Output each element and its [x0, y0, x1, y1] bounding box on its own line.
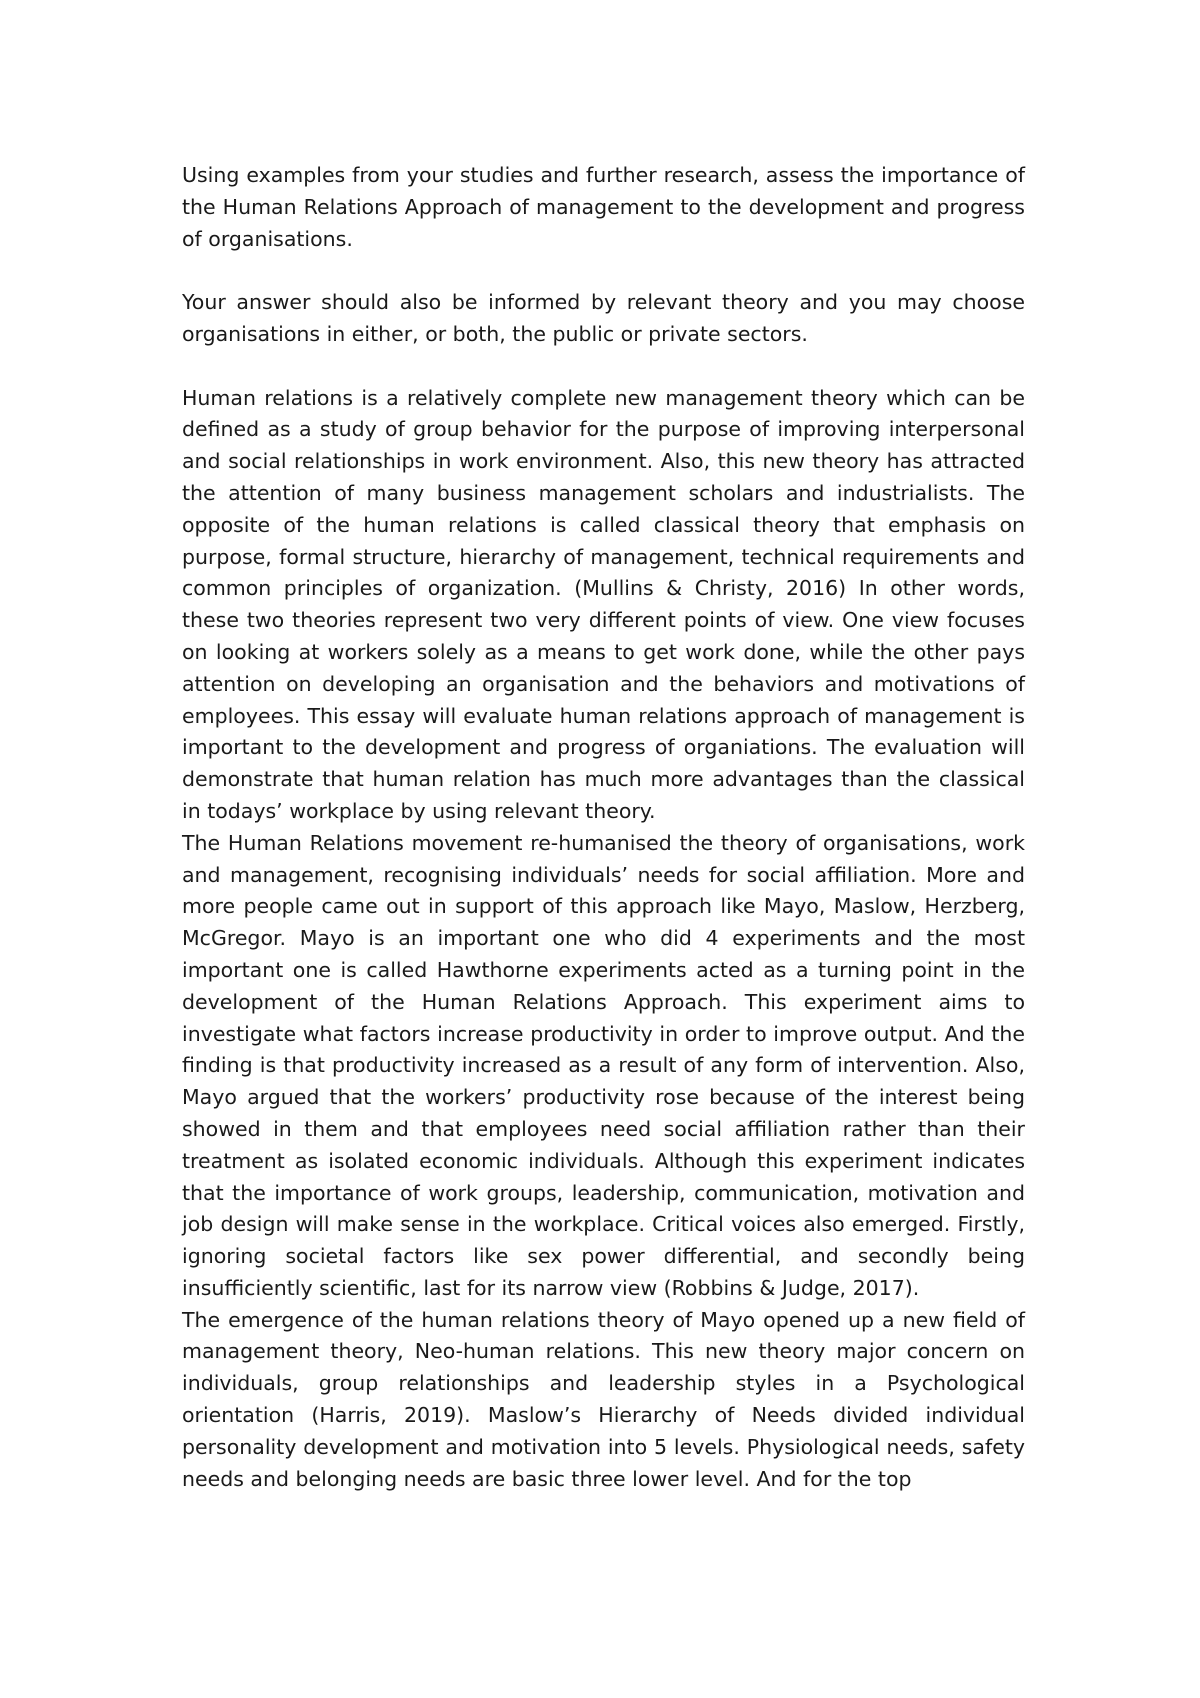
- essay-instruction: Your answer should also be informed by relevant theory and you may choose organisations in either, or both, the public or private sectors.: [182, 290, 1025, 346]
- essay-question: Using examples from your studies and further research, assess the importance of the Human Relations Approach of management to the development and progress of organisations.: [182, 163, 1025, 251]
- paragraph-human-relations-movement: The Human Relations movement re-humanised the theory of organisations, work and management, recognising individuals’ needs for social affiliation. More and more people came out in support of this approach like Mayo, Maslow, Herzberg, McGregor. Mayo is an important one who did 4 experiments and the most important one is called Hawthorne experiments acted as a turning point in the development of the Human Relations Approach. This experiment aims to investigate what factors increase productivity in order to improve output. And the finding is that productivity increased as a result of any form of intervention. Also, Mayo argued that the workers’ productivity rose because of the interest being showed in them and that employees need social affiliation rather than their treatment as isolated economic individuals. Although this experiment indicates that the importance of work groups, leadership, communication, motivation and job design will make sense in the workplace. Critical voices also emerged. Firstly, ignoring societal factors like sex power differential, and secondly being insufficiently scientific, last for its narrow view (Robbins & Judge, 2017).: [182, 830, 1025, 1300]
- document-body: [182, 160, 1025, 1495]
- paragraph-introduction: Human relations is a relatively complete new management theory which can be defined as a study of group behavior for the purpose of improving interpersonal and social relationships in work environment. Also, this new theory has attracted the attention of many business management scholars and industrialists. The opposite of the human relations is called classical theory that emphasis on purpose, formal structure, hierarchy of management, technical requirements and common principles of organization. (Mullins & Christy, 2016) In other words, these two theories represent two very different points of view. One view focuses on looking at workers solely as a means to get work done, while the other pays attention on developing an organisation and the behaviors and motivations of employees. This essay will evaluate human relations approach of management is important to the development and progress of organiations. The evaluation will demonstrate that human relation has much more advantages than the classical in todays’ workplace by using relevant theory.: [182, 385, 1025, 823]
- paragraph-neo-human-relations: The emergence of the human relations theory of Mayo opened up a new field of management theory, Neo-human relations. This new theory major concern on individuals, group relationships and leadership styles in a Psychological orientation (Harris, 2019). Maslow’s Hierarchy of Needs divided individual personality development and motivation into 5 levels. Physiological needs, safety needs and belonging needs are basic three lower level. And for the top: [182, 1307, 1025, 1491]
